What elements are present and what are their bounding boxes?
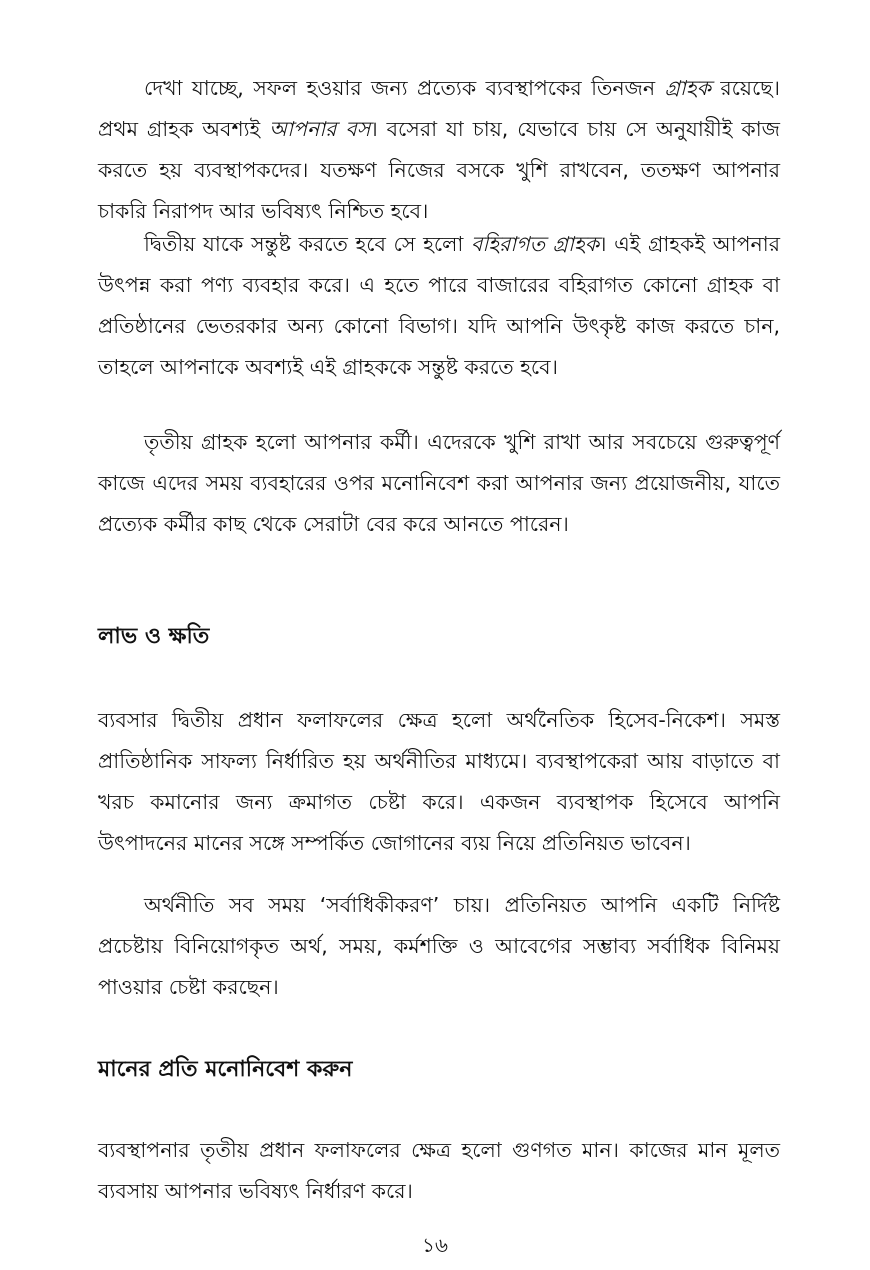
paragraph-text: দেখা যাচ্ছে, সফল হওয়ার জন্য প্রত্যেক ব্যবস্থাপকের তিনজন [144,76,665,100]
paragraph-economics: ব্যবসার দ্বিতীয় প্রধান ফলাফলের ক্ষেত্র হলো অর্থনৈতিক হিসেব-নিকেশ। সমস্ত প্রাতিষ্ঠানিক সাফল্য নির্ধারিত হয় অর্থনীতির মাধ্যমে। ব্যবস্থাপকেরা আয় বাড়াতে বা খরচ কমানোর জন্য ক্রমাগত চেষ্টা করে। একজন ব্যবস্থাপক হিসেবে আপনি উৎপাদনের মানের সঙ্গে সম্পর্কিত জোগানের ব্যয় নিয়ে প্রতিনিয়ত ভাবেন। [98,708,780,855]
paragraph-text: । বসেরা যা চায়, যেভাবে চায় সে অনুযায়ীই কাজ করতে হয় ব্যবস্থাপকদের। যতক্ষণ নিজের বসকে খুশি রাখবেন, ততক্ষণ আপনার চাকরি নিরাপদ আর ভবিষ্যৎ নিশ্চিত হবে। [98,117,780,223]
paragraph-external-customer [98,224,780,388]
paragraph-three-customers [98,68,780,232]
paragraph-maximization: অর্থনীতি সব সময় ‘সর্বাধিকীকরণ’ চায়। প্রতিনিয়ত আপনি একটি নির্দিষ্ট প্রচেষ্টায় বিনিয়োগকৃত অর্থ, সময়, কর্মশক্তি ও আবেগের সম্ভাব্য সর্বাধিক বিনিময় পাওয়ার চেষ্টা করছেন। [98,893,780,999]
emphasis-customer: গ্রাহক [664,76,711,100]
paragraph-text: দ্বিতীয় যাকে সন্তুষ্ট করতে হবে সে হলো [144,232,471,256]
page-number: ১৬ [422,1233,448,1257]
paragraph-text: রয়েছে। প্রথম গ্রাহক অবশ্যই [98,76,780,141]
paragraph-text: । এই গ্রাহকই আপনার উৎপন্ন করা পণ্য ব্যবহার করে। এ হতে পারে বাজারের বহিরাগত কোনো গ্রাহক বা প্রতিষ্ঠানের ভেতরকার অন্য কোনো বিভাগ। যদি আপনি উৎকৃষ্ট কাজ করতে চান, তাহলে আপনাকে অবশ্যই এই গ্রাহককে সন্তুষ্ট করতে হবে। [98,232,781,379]
section-heading-profit-loss: লাভ ও ক্ষতি [98,624,210,649]
paragraph-quality: ব্যবস্থাপনার তৃতীয় প্রধান ফলাফলের ক্ষেত্র হলো গুণগত মান। কাজের মান মূলত ব্যবসায় আপনার ভবিষ্যৎ নির্ধারণ করে। [98,1138,780,1203]
section-heading-focus-quality: মানের প্রতি মনোনিবেশ করুন [98,1057,353,1082]
emphasis-external-customer: বহিরাগত গ্রাহক [470,232,600,256]
paragraph-employees: তৃতীয় গ্রাহক হলো আপনার কর্মী। এদেরকে খুশি রাখা আর সবচেয়ে গুরুত্বপূর্ণ কাজে এদের সময় ব্যবহারের ওপর মনোনিবেশ করা আপনার জন্য প্রয়োজনীয়, যাতে প্রত্যেক কর্মীর কাছ থেকে সেরাটা বের করে আনতে পারেন। [98,430,780,536]
emphasis-your-boss: আপনার বস [269,117,371,141]
